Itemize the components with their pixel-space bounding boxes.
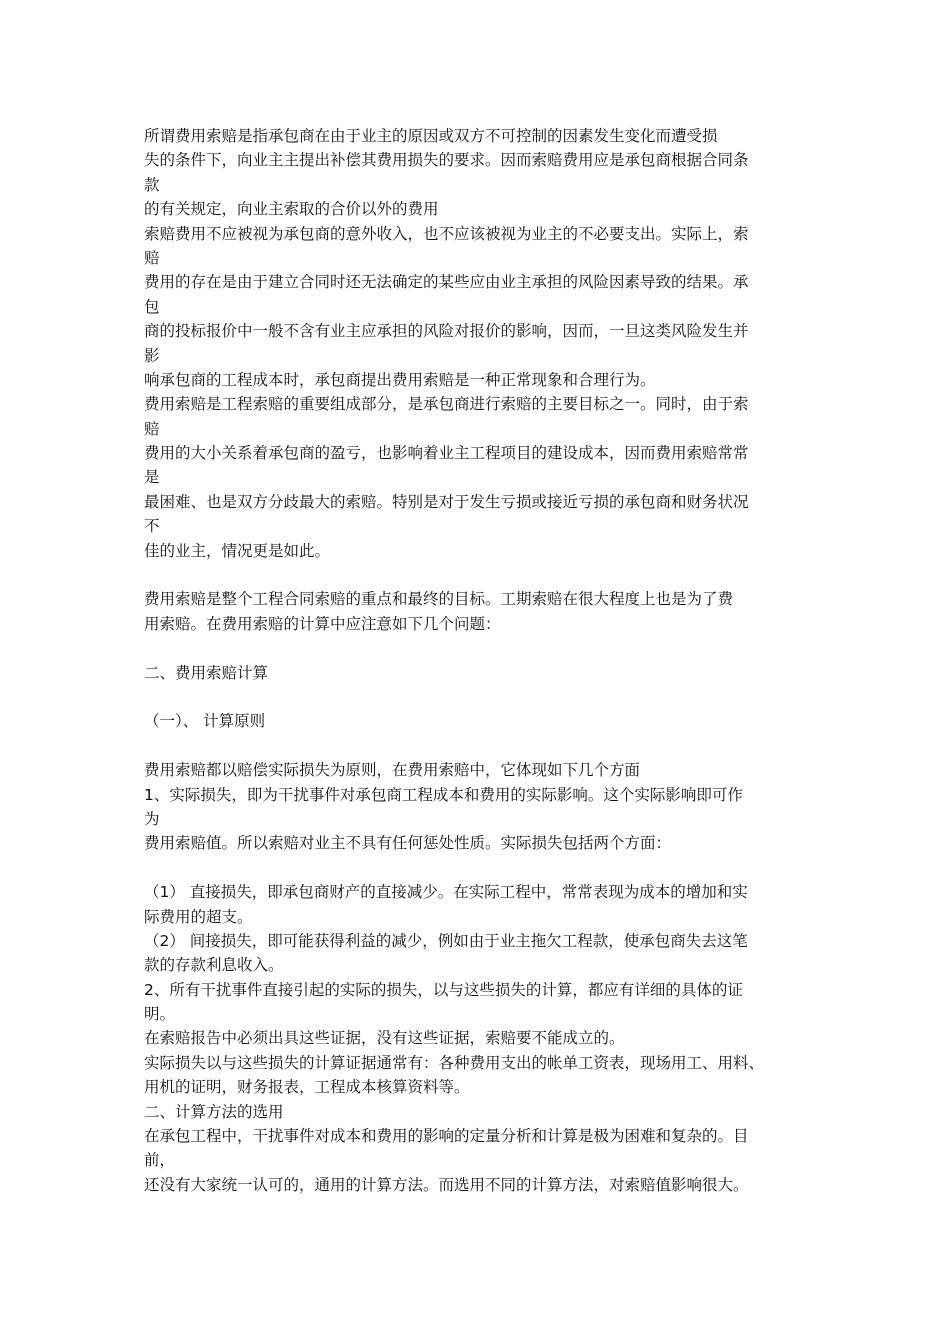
text-line: 款 <box>144 175 160 194</box>
blank-line <box>144 685 816 709</box>
text-line: 的有关规定，向业主索取的合价以外的费用 <box>144 200 439 219</box>
text-line: 款的存款利息收入。 <box>144 956 284 975</box>
text-line: 商的投标报价中一般不含有业主应承担的风险对报价的影响，因而，一旦这类风险发生并 <box>144 322 749 341</box>
text-line: 2、所有干扰事件直接引起的实际的损失，以与这些损失的计算，都应有详细的具体的证 <box>144 980 743 999</box>
text-line: 费用的存在是由于建立合同时还无法确定的某些应由业主承担的风险因素导致的结果。承 <box>144 273 749 292</box>
text-line: 实际损失以与这些损失的计算证据通常有：各种费用支出的帐单工资表，现场用工、用料、 <box>144 1053 765 1072</box>
text-line: 际费用的超支。 <box>144 907 253 926</box>
text-line: 费用的大小关系着承包商的盈亏，也影响着业主工程项目的建设成本，因而费用索赔常常 <box>144 444 749 463</box>
blank-line <box>144 856 816 880</box>
section-heading: 二、计算方法的选用 <box>144 1102 284 1121</box>
text-line: 赔 <box>144 248 160 267</box>
text-line: 在承包工程中，干扰事件对成本和费用的影响的定量分析和计算是极为困难和复杂的。目 <box>144 1127 749 1146</box>
blank-line <box>144 734 816 758</box>
text-line: 包 <box>144 297 160 316</box>
subsection-heading: （一）、 计算原则 <box>144 712 266 731</box>
text-line: 佳的业主，情况更是如此。 <box>144 541 331 560</box>
text-line: 明。 <box>144 1005 176 1024</box>
text-line: 费用索赔是整个工程合同索赔的重点和最终的目标。工期索赔在很大程度上也是为了费 <box>144 590 734 609</box>
text-line: 前， <box>144 1151 176 1170</box>
text-line: 1、实际损失，即为干扰事件对承包商工程成本和费用的实际影响。这个实际影响即可作 <box>144 785 743 804</box>
text-line: 费用索赔都以赔偿实际损失为原则，在费用索赔中，它体现如下几个方面 <box>144 761 641 780</box>
text-line: 赔 <box>144 419 160 438</box>
blank-line <box>144 636 816 660</box>
text-line: 响承包商的工程成本时，承包商提出费用索赔是一种正常现象和合理行为。 <box>144 370 656 389</box>
text-line: 用机的证明，财务报表，工程成本核算资料等。 <box>144 1078 470 1097</box>
text-line: 是 <box>144 468 160 487</box>
text-line: 费用索赔是工程索赔的重要组成部分，是承包商进行索赔的主要目标之一。同时，由于索 <box>144 395 749 414</box>
text-line: 还没有大家统一认可的，通用的计算方法。而选用不同的计算方法，对索赔值影响很大。 <box>144 1175 749 1194</box>
document-body <box>144 124 816 1197</box>
text-line: （2） 间接损失，即可能获得利益的减少，例如由于业主拖欠工程款，使承包商失去这笔 <box>144 931 748 950</box>
text-line: 在索赔报告中必须出具这些证据，没有这些证据，索赔要不能成立的。 <box>144 1029 625 1048</box>
section-heading: 二、费用索赔计算 <box>144 663 269 682</box>
text-line: 用索赔。在费用索赔的计算中应注意如下几个问题： <box>144 614 501 633</box>
text-line: 最困难、也是双方分歧最大的索赔。特别是对于发生亏损或接近亏损的承包商和财务状况 <box>144 492 749 511</box>
text-line: 费用索赔值。所以索赔对业主不具有任何惩处性质。实际损失包括两个方面： <box>144 834 672 853</box>
text-line: 不 <box>144 517 160 536</box>
text-line: 索赔费用不应被视为承包商的意外收入，也不应该被视为业主的不必要支出。实际上，索 <box>144 224 749 243</box>
text-line: （1） 直接损失，即承包商财产的直接减少。在实际工程中，常常表现为成本的增加和实 <box>144 883 748 902</box>
text-line: 所谓费用索赔是指承包商在由于业主的原因或双方不可控制的因素发生变化而遭受损 <box>144 127 718 145</box>
text-line: 失的条件下，向业主主提出补偿其费用损失的要求。因而索赔费用应是承包商根据合同条 <box>144 151 749 170</box>
blank-line <box>144 563 816 587</box>
text-line: 影 <box>144 346 160 365</box>
text-line: 为 <box>144 809 160 828</box>
